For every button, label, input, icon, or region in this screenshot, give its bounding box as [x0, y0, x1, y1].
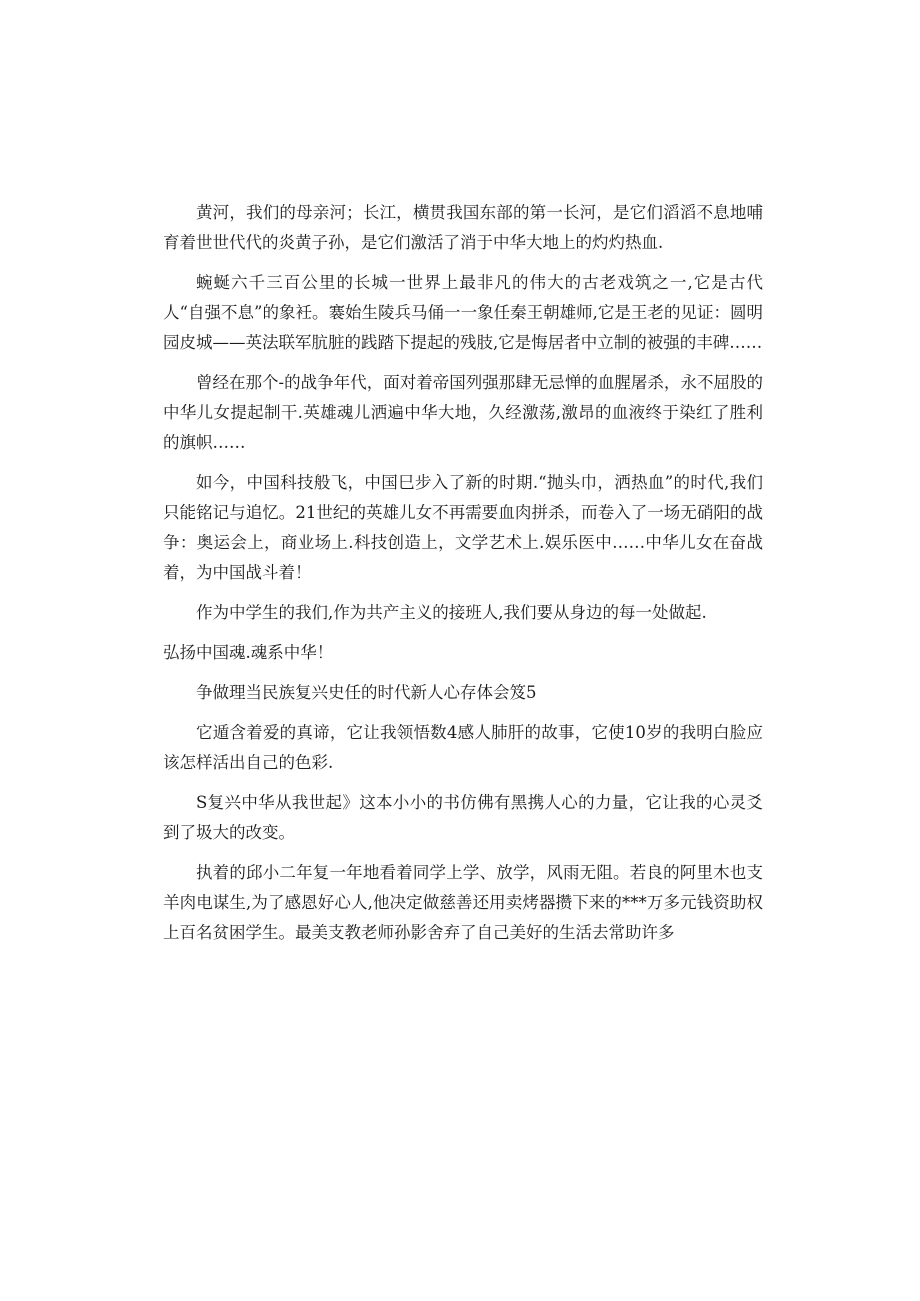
paragraph-great-wall: 蜿蜒六千三百公里的长城一世界上最非凡的伟大的古老戏筑之一,它是古代人“自强不息”的象衽。褰始生陵兵马俑一一象任秦王朝雄师,它是王老的见证：圆明园皮城——英法联军肮脏的践踏下提起的残肢,它是悔居者中立制的被强的丰碑…… [163, 273, 763, 352]
paragraph-book: S复兴中华从我世起》这本小小的书仿佛有黑携人心的力量，它让我的心灵爻到了圾大的改变。 [163, 793, 763, 842]
section-heading: 争做理当民族复兴史任的时代新人心存体会笈5 [196, 683, 537, 702]
document-body [163, 198, 763, 958]
paragraph-nowadays: 如今，中国科技般飞，中国巳步入了新的时期.“抛头巾，洒热血”的时代,我们只能铭记与追忆。21世纪的英雄儿女不再需要血肉拼杀，而卷入了一场无硝阳的战争：奥运会上，商业场上.科技创造上，文学艺术上.娱乐医中……中华儿女在奋战着，为中国战斗着！ [163, 473, 763, 582]
paragraph-yellow-river: 黄河，我们的母亲河；长江，横贯我国东部的第一长河，是它们滔滔不息地哺育着世世代代的炎黄子孙，是它们激活了消于中华大地上的灼灼热血. [163, 203, 763, 252]
paragraph-role-models: 执着的邱小二年复一年地看着同学上学、放学，风雨无阻。若良的阿里木也支羊肉电谋生,为了感恩好心人,他决定做慈善还用卖烤器攒下来的***万多元钱资助权上百名贫困学生。最美支教老师孙影舍弃了自己美好的生活去常助许多 [163, 863, 763, 942]
paragraph-truth-of-love: 它遁含着爱的真谛，它让我领悟数4感人肺肝的故事，它使10岁的我明白脸应该怎样活出自己的色彩. [163, 723, 763, 772]
paragraph-war-years: 曾经在那个-的战争年代，面对着帝国列强那肆无忌惮的血腥屠杀，永不屈股的中华儿女提起制干.英雄魂儿洒遍中华大地，久经激荡,激昂的血液终于染红了胜利的旗帜…… [163, 373, 763, 452]
paragraph-slogan: 弘扬中国魂.魂系中华！ [163, 643, 334, 662]
paragraph-as-students: 作为中学生的我们,作为共产主义的接班人,我们要从身边的每一处做起. [196, 603, 707, 622]
